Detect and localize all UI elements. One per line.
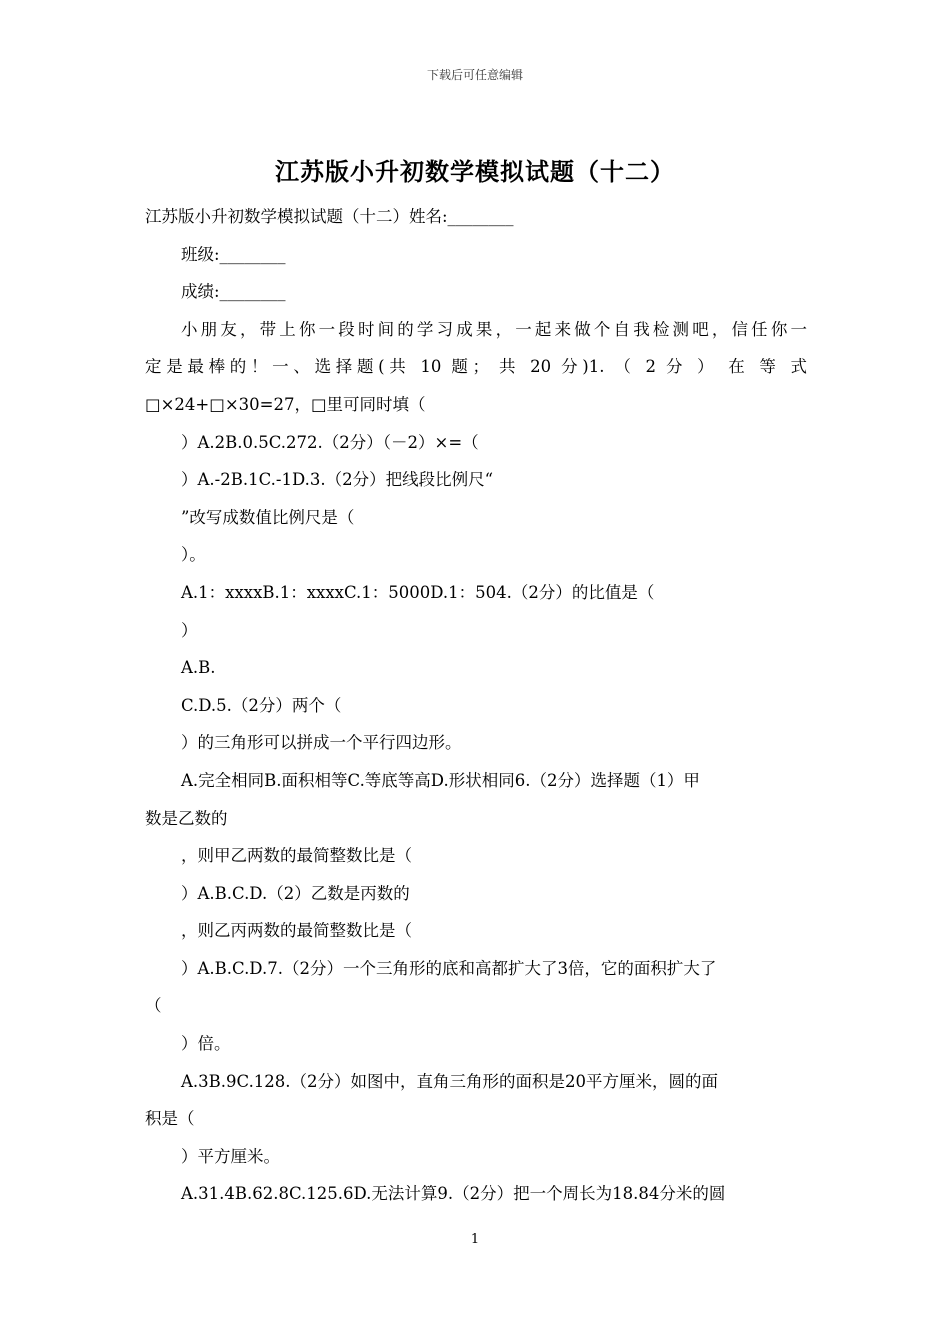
text-line: A.B. <box>181 658 216 678</box>
text-line: □×24+□×30=27，□里可同时填（ <box>145 394 426 414</box>
page-number: 1 <box>470 1232 480 1247</box>
text-line: 小朋友，带上你一段时间的学习成果，一起来做个自我检测吧，信任你一 <box>181 319 807 339</box>
document-body <box>145 198 807 1213</box>
text-line: ”改写成数值比例尺是（ <box>181 507 355 527</box>
text-line: 数是乙数的 <box>145 808 228 828</box>
text-line: C.D.5.（2分）两个（ <box>181 695 342 715</box>
text-line: A.3B.9C.128.（2分）如图中，直角三角形的面积是20平方厘米，圆的面 <box>181 1071 719 1091</box>
text-line: ）的三角形可以拼成一个平行四边形。 <box>181 733 462 753</box>
text-line: 班级:________ <box>181 244 286 264</box>
text-line: ）倍。 <box>181 1034 231 1054</box>
text-line: ）A.B.C.D.7.（2分）一个三角形的底和高都扩大了3倍，它的面积扩大了 <box>181 958 717 978</box>
text-line: A.31.4B.62.8C.125.6D.无法计算9.（2分）把一个周长为18.84分米的圆 <box>181 1184 726 1204</box>
text-line: A.完全相同B.面积相等C.等底等高D.形状相同6.（2分）选择题（1）甲 <box>181 770 700 790</box>
document-title: 江苏版小升初数学模拟试题（十二） <box>275 157 675 186</box>
text-line: 定是最棒的！一、选择题(共 10 题； 共 20 分)1. （ 2 分 ） 在 等 式 <box>145 357 807 377</box>
text-line: ，则乙丙两数的最简整数比是（ <box>181 921 412 941</box>
text-line: 江苏版小升初数学模拟试题（十二）姓名:________ <box>145 207 514 226</box>
text-line: ）A.B.C.D.（2）乙数是丙数的 <box>181 883 410 903</box>
page-header: 下载后可任意编辑 <box>426 68 523 82</box>
text-line: ）A.2B.0.5C.272.（2分）（－2）×=（ <box>181 432 479 452</box>
text-line: ，则甲乙两数的最简整数比是（ <box>181 846 412 866</box>
text-line: ）A.-2B.1C.-1D.3.（2分）把线段比例尺“ <box>181 470 494 490</box>
text-line: A.1：xxxxB.1：xxxxC.1：5000D.1：504.（2分）的比值是（ <box>181 582 655 602</box>
text-line: ） <box>181 620 198 640</box>
text-line: 积是（ <box>145 1109 195 1129</box>
text-line: ）。 <box>181 545 206 565</box>
text-line: 成绩:________ <box>181 282 286 302</box>
text-line: ）平方厘米。 <box>181 1146 280 1166</box>
text-line: （ <box>145 996 162 1016</box>
